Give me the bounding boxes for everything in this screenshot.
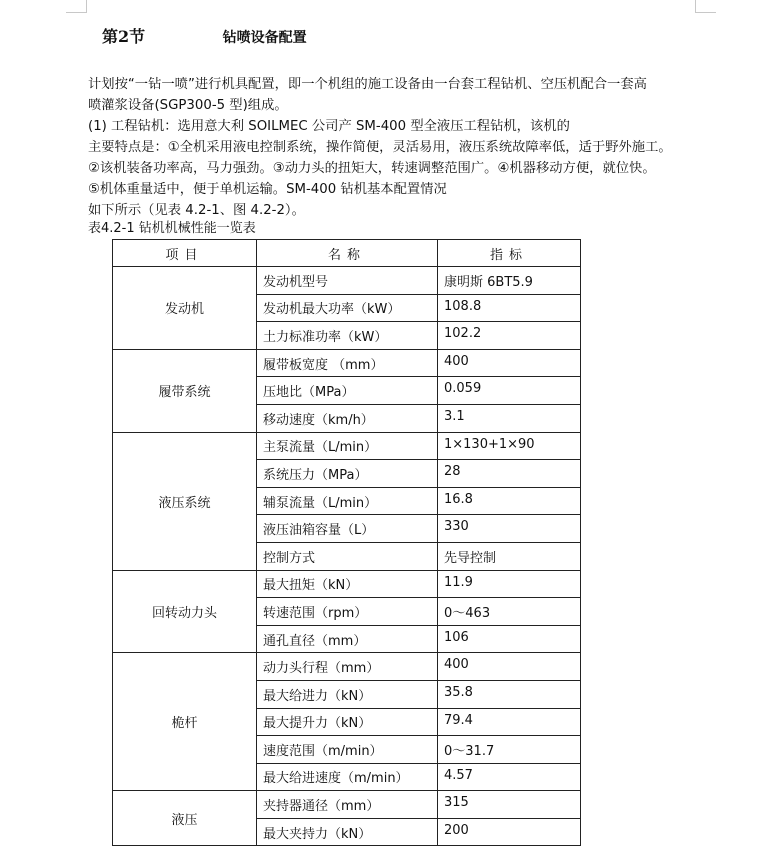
row-value: 28 [438,460,581,488]
table-header-row [113,240,581,267]
row-value: 315 [438,791,581,819]
page-corner-mark-right [695,0,716,13]
row-value: 106 [438,625,581,653]
row-name: 辅泵流量（L/min） [257,487,438,515]
row-name: 履带板宽度 （mm） [257,349,438,377]
row-value: 11.9 [438,570,581,598]
section-number: 第2节 [102,27,146,46]
row-value: 0～463 [438,598,581,626]
row-value: 79.4 [438,708,581,736]
table-caption: 表4.2-1 钻机机械性能一览表 [88,221,256,236]
row-name: 发动机型号 [257,267,438,295]
row-value: 1×130+1×90 [438,432,581,460]
row-value: 先导控制 [438,542,581,570]
row-value: 16.8 [438,487,581,515]
row-value: 108.8 [438,294,581,322]
spec-table [112,239,581,846]
row-value: 4.57 [438,763,581,791]
table-row [113,791,581,819]
row-name: 最大扭矩（kN） [257,570,438,598]
row-name: 压地比（MPa） [257,377,438,405]
row-name: 液压油箱容量（L） [257,515,438,543]
row-name: 最大给进速度（m/min） [257,763,438,791]
body-line-1: 计划按“一钻一喷”进行机具配置，即一个机组的施工设备由一台套工程钻机、空压机配合一套高 [88,77,647,92]
group-engine: 发动机 [113,267,257,350]
group-mast: 桅杆 [113,653,257,791]
page-corner-mark-left [66,0,87,13]
body-line-2: 喷灌浆设备(SGP300-5 型)组成。 [88,98,288,113]
body-line-7: 如下所示（见表 4.2-1、图 4.2-2）。 [88,203,305,218]
table-row [113,432,581,460]
body-line-3: (1) 工程钻机：选用意大利 SOILMEC 公司产 SM-400 型全液压工程钻机，该机的 [88,119,570,134]
row-name: 通孔直径（mm） [257,625,438,653]
row-value: 102.2 [438,322,581,350]
group-hydraulic-system: 液压系统 [113,432,257,570]
table-row [113,349,581,377]
header-item: 项目 [113,240,257,267]
row-name: 系统压力（MPa） [257,460,438,488]
row-name: 转速范围（rpm） [257,598,438,626]
row-name: 最大给进力（kN） [257,680,438,708]
row-value: 400 [438,653,581,681]
row-name: 控制方式 [257,542,438,570]
body-line-4: 主要特点是：①全机采用液电控制系统，操作简便，灵活易用，液压系统故障率低，适于野外施工。 [88,140,672,155]
row-name: 最大提升力（kN） [257,708,438,736]
header-name: 名称 [257,240,438,267]
body-line-6: ⑤机体重量适中，便于单机运输。SM-400 钻机基本配置情况 [88,182,447,197]
row-name: 土力标准功率（kW） [257,322,438,350]
section-title: 钻喷设备配置 [222,30,307,46]
group-hydraulic-clamp: 液压 [113,791,257,846]
table-row [113,267,581,295]
row-value: 400 [438,349,581,377]
row-value: 0～31.7 [438,736,581,764]
table-row [113,653,581,681]
group-rotary-head: 回转动力头 [113,570,257,653]
row-value: 3.1 [438,404,581,432]
table-row [113,570,581,598]
row-value: 330 [438,515,581,543]
section-heading [102,24,307,47]
row-name: 发动机最大功率（kW） [257,294,438,322]
row-value: 35.8 [438,680,581,708]
group-track-system: 履带系统 [113,349,257,432]
header-spec: 指标 [438,240,581,267]
row-name: 最大夹持力（kN） [257,818,438,846]
row-name: 夹持器通径（mm） [257,791,438,819]
row-name: 动力头行程（mm） [257,653,438,681]
row-value: 200 [438,818,581,846]
row-name: 移动速度（km/h） [257,404,438,432]
row-value: 康明斯 6BT5.9 [438,267,581,295]
row-value: 0.059 [438,377,581,405]
row-name: 主泵流量（L/min） [257,432,438,460]
body-line-5: ②该机装备功率高，马力强劲。③动力头的扭矩大，转速调整范围广。④机器移动方便，就位快。 [88,161,656,176]
row-name: 速度范围（m/min） [257,736,438,764]
